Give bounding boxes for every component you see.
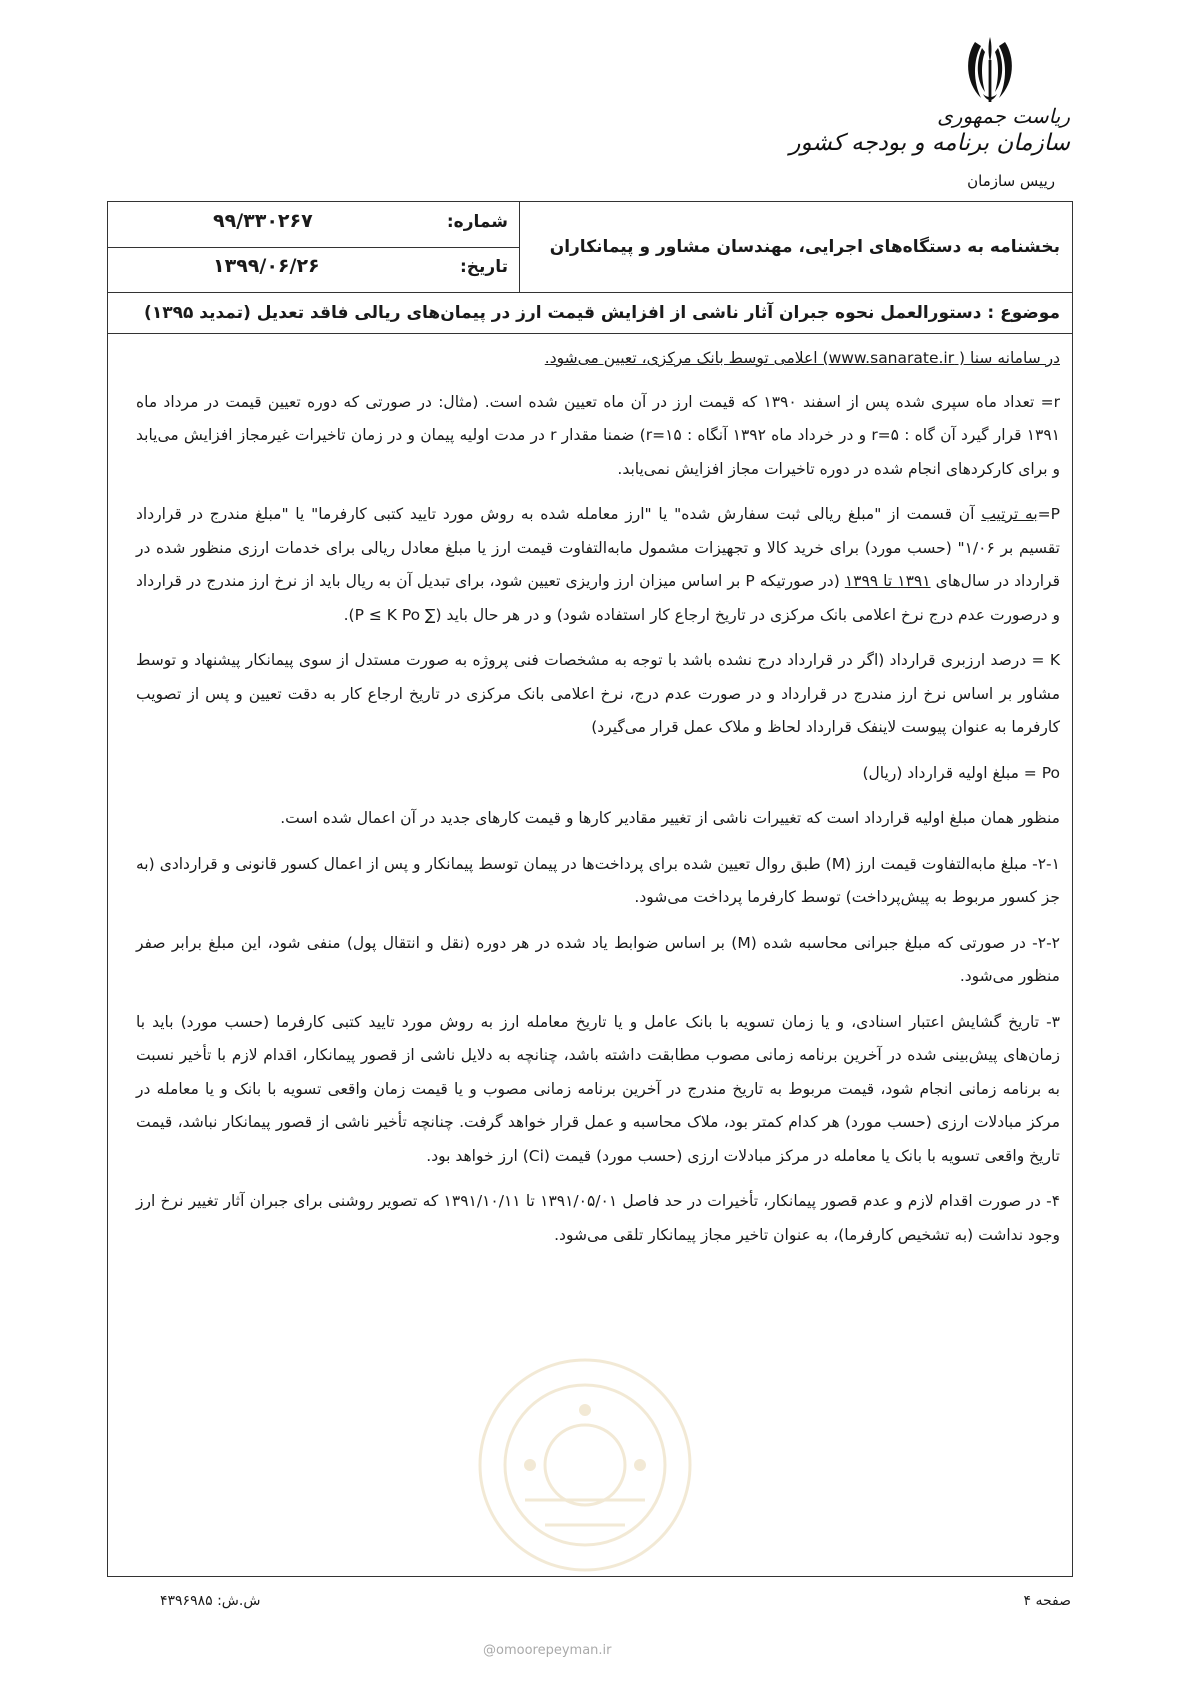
iran-emblem-icon xyxy=(955,32,1025,107)
p-underlined-respectively: به ترتیب xyxy=(981,505,1038,523)
date-value: ۱۳۹۹/۰۶/۲۶ xyxy=(213,255,320,277)
watermark-seal-icon xyxy=(470,1350,700,1580)
clause-4: ۴- در صورت اقدام لازم و عدم قصور پیمانکار، تأخیرات در حد فاصل ۱۳۹۱/۰۵/۰۱ تا ۱۳۹۱/۱۰/۱۱ که تصویر روشنی برای جبران آثار تغییر نرخ ارز وجود نداشت (به تشخیص کارفرما)، به عنوان تاخیر مجاز پیمانکار تلقی می‌شود. xyxy=(136,1192,1061,1244)
presidency-title: ریاست جمهوری xyxy=(937,104,1070,128)
paragraph-r-definition: r= تعداد ماه سپری شده پس از اسفند ۱۳۹۰ که قیمت ارز در آن ماه تعیین شده است. (مثال: در صورتی که دوره تعیین قیمت در مرداد ماه ۱۳۹۱ قرار گیرد آن گاه : r=۵ و در خرداد ماه ۱۳۹۲ آنگاه : r=۱۵) ضمنا مقدار r در مدت اولیه پیمان و در زمان تاخیرات غیرمجاز افزایش می‌یابد و برای کارکردهای انجام شده در دوره تاخیرات مجاز افزایش نمی‌یابد. xyxy=(136,392,1061,478)
number-label: شماره: xyxy=(446,212,508,232)
addressee: بخشنامه به دستگاه‌های اجرایی، مهندسان مشاور و پیمانکاران xyxy=(519,202,1072,292)
letterhead xyxy=(789,32,1100,192)
paragraph-po-definition: Po = مبلغ اولیه قرارداد (ریال) xyxy=(862,763,1060,782)
watermark-url: @omoorepeyman.ir xyxy=(483,1643,612,1658)
letter-meta xyxy=(108,202,520,292)
p-text-a: آن قسمت از "مبلغ ریالی ثبت سفارش شده" یا "ارز معامله شده به روش مورد تایید کتبی کارفرما" یا "مبلغ مندرج در قرارداد تقسیم بر ۱/۰۶" (حسب مورد) برای خرید کالا و تجهیزات مشمول مابه‌التفاوت قیمت ارز یا مبلغ معادل ریالی برای خدمات ارزی منظور شده در قرارداد در سال‌های xyxy=(136,505,1061,590)
number-row xyxy=(108,202,520,248)
head-of-organization: رییس سازمان xyxy=(967,172,1055,190)
document-body xyxy=(136,342,1060,1264)
date-row xyxy=(108,247,520,292)
tracking-code: ش.ش: ۴۳۹۶۹۸۵ xyxy=(160,1593,261,1609)
paragraph-continuation xyxy=(136,342,1060,376)
number-value: ۹۹/۳۳۰۲۶۷ xyxy=(213,210,313,232)
clause-3: ۳- تاریخ گشایش اعتبار اسنادی، و یا زمان تسویه با بانک عامل و یا تاریخ معامله ارز به روش مورد تایید کتبی کارفرما (حسب مورد) باید با زمان‌های پیش‌بینی شده در آخرین برنامه زمانی مصوب مطابقت داشته باشد، چنانچه به دلایل ناشی از قصور پیمانکار، اقدام لازم با تأخیر نسبت به برنامه زمانی انجام شود، قیمت مربوط به تاریخ مندرج در آخرین برنامه زمانی مصوب و یا قیمت زمان واقعی تسویه با بانک و یا معامله در مرکز مبادلات ارزی (حسب مورد) هر کدام کمتر بود، ملاک محاسبه و عمل قرار خواهد گرفت. چنانچه تأخیر ناشی از قصور پیمانکار نباشد، قیمت تاریخ واقعی تسویه با بانک یا معامله در مرکز مبادلات ارزی (حسب مورد) قیمت (Ci) ارز خواهد بود. xyxy=(136,1012,1060,1165)
p-symbol: P= xyxy=(1037,505,1060,523)
sanarate-line: در سامانه سنا ( www.sanarate.ir) اعلامی توسط بانک مرکزی، تعیین می‌شود. xyxy=(544,349,1060,367)
clause-2-1: ۲-۱- مبلغ مابه‌التفاوت قیمت ارز (M) طبق روال تعیین شده برای پرداخت‌ها در پیمان توسط پیمانکار و پس از اعمال کسور قانونی و قراردادی (به جز کسور مربوط به پیش‌پرداخت) توسط کارفرما پرداخت می‌شود. xyxy=(136,854,1060,906)
paragraph-k-definition: K = درصد ارزبری قرارداد (اگر در قرارداد درج نشده باشد با توجه به مشخصات فنی پروژه به صورت مستدل از سوی پیمانکار پیشنهاد و توسط مشاور بر اساس نرخ ارز مندرج در قرارداد و در صورت عدم درج، نرخ اعلامی بانک مرکزی در تاریخ ارجاع کار به دقت تعیین و پس از تصویب کارفرما به عنوان پیوست لاینفک قرارداد لحاظ و ملاک عمل قرار می‌گیرد) xyxy=(136,651,1060,736)
clause-2-2: ۲-۲- در صورتی که مبلغ جبرانی محاسبه شده (M) بر اساس ضوابط یاد شده در هر دوره (نقل و انتقال پول) منفی شود، این مبلغ برابر صفر منظور می‌شود. xyxy=(136,933,1060,985)
organization-title: سازمان برنامه و بودجه کشور xyxy=(789,130,1070,156)
p-text-b: (در صورتیکه P بر اساس میزان ارز واریزی تعیین شود، برای تبدیل آن به ریال باید از نرخ ارز مندرج در قرارداد و درصورت عدم درج نرخ اعلامی بانک مرکزی در تاریخ ارجاع کار استفاده شود) و در هر حال باید (∑ P ≤ K Po). xyxy=(136,572,1060,624)
paragraph-po-explanation: منظور همان مبلغ اولیه قرارداد است که تغییرات ناشی از تغییر مقادیر کارها و قیمت کارهای جدید در آن اعمال شده است. xyxy=(280,809,1060,827)
p-underlined-years: ۱۳۹۱ تا ۱۳۹۹ xyxy=(844,572,931,590)
header-row xyxy=(108,202,1072,293)
paragraph-p-definition xyxy=(136,498,1060,632)
subject-line: موضوع : دستورالعمل نحوه جبران آثار ناشی از افزایش قیمت ارز در پیمان‌های ریالی فاقد تعدیل (تمدید ۱۳۹۵) xyxy=(108,292,1072,334)
page-number: صفحه ۴ xyxy=(1023,1593,1071,1609)
date-label: تاریخ: xyxy=(460,257,508,277)
